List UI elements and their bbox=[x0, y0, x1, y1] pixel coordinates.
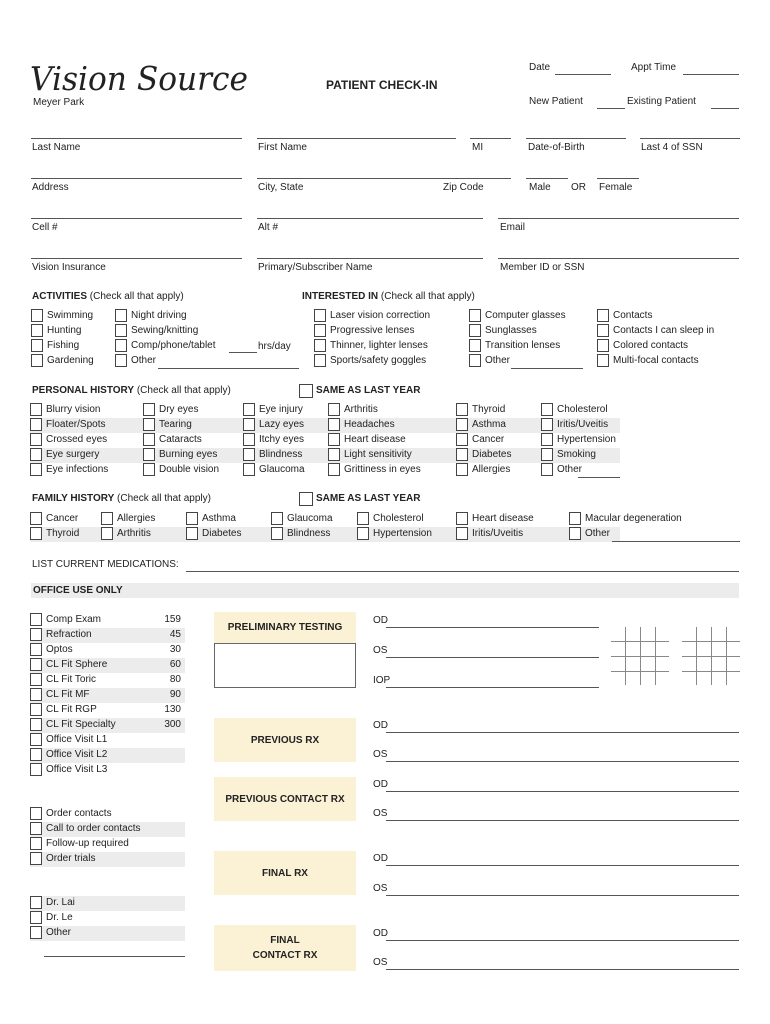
mi-label: MI bbox=[472, 142, 484, 153]
service-checkbox-comp-exam[interactable] bbox=[30, 613, 42, 626]
appt-time-label: Appt Time bbox=[631, 62, 677, 73]
family-checkbox-iritis-uveitis[interactable] bbox=[456, 527, 468, 540]
service-checkbox-office-visit-l3[interactable] bbox=[30, 763, 42, 776]
family-checkbox-diabetes[interactable] bbox=[186, 527, 198, 540]
service-checkbox-cl-fit-sphere[interactable] bbox=[30, 658, 42, 671]
personal-checkbox-eye-injury[interactable] bbox=[243, 403, 255, 416]
service-name-cl-fit-rgp: CL Fit RGP bbox=[46, 704, 97, 715]
hrs-day-label: hrs/day bbox=[258, 341, 291, 352]
personal-option-cancer: Cancer bbox=[472, 434, 505, 445]
final-rx-label: FINAL RX bbox=[214, 851, 356, 895]
personal-checkbox-iritis-uveitis[interactable] bbox=[541, 418, 553, 431]
personal-other-field[interactable] bbox=[578, 477, 620, 478]
alt-label: Alt # bbox=[258, 222, 279, 233]
first-name-label: First Name bbox=[258, 142, 307, 153]
rx-os-label: OS bbox=[373, 883, 388, 894]
personal-checkbox-diabetes[interactable] bbox=[456, 448, 468, 461]
doctor-other: Other bbox=[46, 927, 72, 938]
personal-checkbox-burning-eyes[interactable] bbox=[143, 448, 155, 461]
family-same-checkbox[interactable] bbox=[299, 492, 313, 506]
personal-checkbox-light-sensitivity[interactable] bbox=[328, 448, 340, 461]
ssn4-field[interactable] bbox=[640, 138, 740, 139]
order-order-contacts: Order contacts bbox=[46, 808, 112, 819]
service-price-cl-fit-mf: 90 bbox=[169, 689, 181, 700]
personal-checkbox-eye-surgery[interactable] bbox=[30, 448, 42, 461]
option-other: Other bbox=[131, 355, 157, 366]
family-option-other: Other bbox=[585, 528, 611, 539]
existing-patient-field[interactable] bbox=[711, 108, 739, 109]
option-thinner-lighter-lenses: Thinner, lighter lenses bbox=[330, 340, 428, 351]
previous-contact-rx-label: PREVIOUS CONTACT RX bbox=[214, 777, 356, 821]
male-field[interactable] bbox=[526, 178, 568, 179]
family-option-thyroid: Thyroid bbox=[46, 528, 80, 539]
option-computer-glasses: Computer glasses bbox=[485, 310, 566, 321]
option-multi-focal-contacts: Multi-focal contacts bbox=[613, 355, 699, 366]
personal-option-headaches: Headaches bbox=[344, 419, 395, 430]
male-label: Male bbox=[529, 182, 551, 193]
personal-checkbox-grittiness-in-eyes[interactable] bbox=[328, 463, 340, 476]
last-name-field[interactable] bbox=[31, 138, 242, 139]
final-contact-rx-line1: FINAL bbox=[270, 935, 300, 946]
subscriber-field[interactable] bbox=[257, 258, 483, 259]
rx-os-label: OS bbox=[373, 957, 388, 968]
family-option-macular-degeneration: Macular degeneration bbox=[585, 513, 682, 524]
alt-field[interactable] bbox=[257, 218, 483, 219]
personal-checkbox-eye-infections[interactable] bbox=[30, 463, 42, 476]
family-checkbox-cancer[interactable] bbox=[30, 512, 42, 525]
checkbox-other[interactable] bbox=[115, 354, 127, 367]
checkbox-colored-contacts[interactable] bbox=[597, 339, 609, 352]
date-label: Date bbox=[529, 62, 551, 73]
history-row-stripe bbox=[30, 448, 620, 463]
previous-rx-label: PREVIOUS RX bbox=[214, 718, 356, 762]
option-night-driving: Night driving bbox=[131, 310, 187, 321]
rx-iop-label: IOP bbox=[373, 675, 391, 686]
female-field[interactable] bbox=[597, 178, 639, 179]
service-checkbox-office-visit-l1[interactable] bbox=[30, 733, 42, 746]
service-price-cl-fit-rgp: 130 bbox=[164, 704, 181, 715]
option-contacts-i-can-sleep-in: Contacts I can sleep in bbox=[613, 325, 715, 336]
personal-same-label: SAME AS LAST YEAR bbox=[316, 385, 421, 396]
option-colored-contacts: Colored contacts bbox=[613, 340, 689, 351]
service-name-cl-fit-mf: CL Fit MF bbox=[46, 689, 90, 700]
service-checkbox-cl-fit-toric[interactable] bbox=[30, 673, 42, 686]
family-checkbox-glaucoma[interactable] bbox=[271, 512, 283, 525]
family-checkbox-macular-degeneration[interactable] bbox=[569, 512, 581, 525]
checkbox-transition-lenses[interactable] bbox=[469, 339, 481, 352]
service-price-cl-fit-specialty: 300 bbox=[164, 719, 181, 730]
checkbox-progressive-lenses[interactable] bbox=[314, 324, 326, 337]
family-checkbox-arthritis[interactable] bbox=[101, 527, 113, 540]
email-label: Email bbox=[500, 222, 526, 233]
service-name-cl-fit-specialty: CL Fit Specialty bbox=[46, 719, 116, 730]
checkbox-multi-focal-contacts[interactable] bbox=[597, 354, 609, 367]
doctor-dr-lai: Dr. Lai bbox=[46, 897, 75, 908]
family-checkbox-cholesterol[interactable] bbox=[357, 512, 369, 525]
service-name-optos: Optos bbox=[46, 644, 73, 655]
personal-option-arthritis: Arthritis bbox=[344, 404, 378, 415]
rx-os-label: OS bbox=[373, 749, 388, 760]
new-patient-field[interactable] bbox=[597, 108, 625, 109]
personal-checkbox-blindness[interactable] bbox=[243, 448, 255, 461]
family-option-iritis-uveitis: Iritis/Uveitis bbox=[472, 528, 524, 539]
personal-option-blurry-vision: Blurry vision bbox=[46, 404, 101, 415]
personal-option-thyroid: Thyroid bbox=[472, 404, 506, 415]
rx-os-field[interactable] bbox=[386, 657, 599, 658]
female-label: Female bbox=[599, 182, 633, 193]
option-sports-safety-goggles: Sports/safety goggles bbox=[330, 355, 427, 366]
interested-note: (Check all that apply) bbox=[378, 291, 475, 302]
vision-source-logo bbox=[28, 56, 253, 100]
family-option-arthritis: Arthritis bbox=[117, 528, 151, 539]
personal-checkbox-hypertension[interactable] bbox=[541, 433, 553, 446]
service-checkbox-cl-fit-rgp[interactable] bbox=[30, 703, 42, 716]
personal-checkbox-smoking[interactable] bbox=[541, 448, 553, 461]
doctor-checkbox-other[interactable] bbox=[30, 926, 42, 939]
personal-option-eye-infections: Eye infections bbox=[46, 464, 109, 475]
family-same-label: SAME AS LAST YEAR bbox=[316, 493, 421, 504]
dob-field[interactable] bbox=[526, 138, 626, 139]
rx-od-label: OD bbox=[373, 779, 388, 790]
preliminary-testing-box[interactable] bbox=[214, 643, 356, 688]
personal-checkbox-thyroid[interactable] bbox=[456, 403, 468, 416]
rx-iop-field[interactable] bbox=[386, 687, 599, 688]
service-price-comp-exam: 159 bbox=[164, 614, 181, 625]
checkbox-sunglasses[interactable] bbox=[469, 324, 481, 337]
personal-option-lazy-eyes: Lazy eyes bbox=[259, 419, 305, 430]
insurance-label: Vision Insurance bbox=[32, 262, 106, 273]
family-checkbox-heart-disease[interactable] bbox=[456, 512, 468, 525]
family-option-allergies: Allergies bbox=[117, 513, 156, 524]
grid-os[interactable] bbox=[682, 627, 740, 685]
service-checkbox-cl-fit-mf[interactable] bbox=[30, 688, 42, 701]
subscriber-label: Primary/Subscriber Name bbox=[258, 262, 373, 273]
service-name-cl-fit-toric: CL Fit Toric bbox=[46, 674, 97, 685]
family-checkbox-allergies[interactable] bbox=[101, 512, 113, 525]
cell-field[interactable] bbox=[31, 218, 242, 219]
rx-od-label: OD bbox=[373, 928, 388, 939]
rx-od-label: OD bbox=[373, 615, 388, 626]
city-state-zip-field[interactable] bbox=[257, 178, 511, 179]
doctor-other-field[interactable] bbox=[44, 956, 185, 957]
grid-od[interactable] bbox=[611, 627, 669, 685]
service-name-refraction: Refraction bbox=[46, 629, 92, 640]
service-name-comp-exam: Comp Exam bbox=[46, 614, 102, 625]
option-sewing-knitting: Sewing/knitting bbox=[131, 325, 199, 336]
rx-od-field[interactable] bbox=[386, 627, 599, 628]
personal-option-allergies: Allergies bbox=[472, 464, 511, 475]
personal-history-heading bbox=[32, 385, 231, 396]
checkbox-hunting[interactable] bbox=[31, 324, 43, 337]
activities-note: (Check all that apply) bbox=[87, 291, 184, 302]
city-state-label: City, State bbox=[258, 182, 304, 193]
personal-option-iritis-uveitis: Iritis/Uveitis bbox=[557, 419, 609, 430]
rx-os-field[interactable] bbox=[386, 969, 739, 970]
checkbox-contacts-i-can-sleep-in[interactable] bbox=[597, 324, 609, 337]
family-option-cholesterol: Cholesterol bbox=[373, 513, 424, 524]
personal-history-title: PERSONAL HISTORY bbox=[32, 385, 135, 396]
personal-checkbox-allergies[interactable] bbox=[456, 463, 468, 476]
personal-checkbox-cataracts[interactable] bbox=[143, 433, 155, 446]
personal-checkbox-arthritis[interactable] bbox=[328, 403, 340, 416]
order-checkbox-follow-up-required[interactable] bbox=[30, 837, 42, 850]
option-other: Other bbox=[485, 355, 511, 366]
family-option-blindness: Blindness bbox=[287, 528, 331, 539]
checkbox-sewing-knitting[interactable] bbox=[115, 324, 127, 337]
hrs-day-field[interactable] bbox=[229, 352, 257, 353]
option-transition-lenses: Transition lenses bbox=[485, 340, 561, 351]
rx-os-field[interactable] bbox=[386, 761, 739, 762]
personal-checkbox-dry-eyes[interactable] bbox=[143, 403, 155, 416]
order-checkbox-call-to-order-contacts[interactable] bbox=[30, 822, 42, 835]
personal-checkbox-double-vision[interactable] bbox=[143, 463, 155, 476]
personal-checkbox-asthma[interactable] bbox=[456, 418, 468, 431]
order-order-trials: Order trials bbox=[46, 853, 96, 864]
interested-title: INTERESTED IN bbox=[302, 291, 379, 302]
personal-checkbox-cancer[interactable] bbox=[456, 433, 468, 446]
personal-checkbox-crossed-eyes[interactable] bbox=[30, 433, 42, 446]
family-option-diabetes: Diabetes bbox=[202, 528, 242, 539]
personal-checkbox-lazy-eyes[interactable] bbox=[243, 418, 255, 431]
ssn4-label: Last 4 of SSN bbox=[641, 142, 703, 153]
personal-checkbox-tearing[interactable] bbox=[143, 418, 155, 431]
personal-checkbox-floater-spots[interactable] bbox=[30, 418, 42, 431]
family-checkbox-blindness[interactable] bbox=[271, 527, 283, 540]
option-gardening: Gardening bbox=[47, 355, 94, 366]
location-label: Meyer Park bbox=[33, 97, 85, 108]
history-row-stripe bbox=[30, 418, 620, 433]
personal-option-floater-spots: Floater/Spots bbox=[46, 419, 106, 430]
option-swimming: Swimming bbox=[47, 310, 94, 321]
new-patient-label: New Patient bbox=[529, 96, 583, 107]
interested-other-field[interactable] bbox=[511, 368, 583, 369]
personal-option-hypertension: Hypertension bbox=[557, 434, 616, 445]
personal-history-note: (Check all that apply) bbox=[134, 385, 231, 396]
service-price-optos: 30 bbox=[169, 644, 181, 655]
zip-label: Zip Code bbox=[443, 182, 484, 193]
family-checkbox-thyroid[interactable] bbox=[30, 527, 42, 540]
checkbox-contacts[interactable] bbox=[597, 309, 609, 322]
service-checkbox-office-visit-l2[interactable] bbox=[30, 748, 42, 761]
order-checkbox-order-contacts[interactable] bbox=[30, 807, 42, 820]
personal-same-checkbox[interactable] bbox=[299, 384, 313, 398]
personal-option-cholesterol: Cholesterol bbox=[557, 404, 608, 415]
service-price-refraction: 45 bbox=[169, 629, 181, 640]
mi-field[interactable] bbox=[470, 138, 511, 139]
cell-label: Cell # bbox=[32, 222, 58, 233]
personal-checkbox-blurry-vision[interactable] bbox=[30, 403, 42, 416]
insurance-field[interactable] bbox=[31, 258, 242, 259]
option-comp-phone-tablet: Comp/phone/tablet bbox=[131, 340, 216, 351]
svg-text:Vision Source: Vision Source bbox=[30, 59, 248, 98]
dob-label: Date-of-Birth bbox=[528, 142, 585, 153]
doctor-checkbox-dr-lai[interactable] bbox=[30, 896, 42, 909]
rx-od-field[interactable] bbox=[386, 940, 739, 941]
service-name-cl-fit-sphere: CL Fit Sphere bbox=[46, 659, 108, 670]
doctor-checkbox-dr-le[interactable] bbox=[30, 911, 42, 924]
first-name-field[interactable] bbox=[257, 138, 456, 139]
activities-other-field[interactable] bbox=[158, 368, 299, 369]
checkbox-swimming[interactable] bbox=[31, 309, 43, 322]
activities-title: ACTIVITIES bbox=[32, 291, 88, 302]
family-checkbox-other[interactable] bbox=[569, 527, 581, 540]
order-checkbox-order-trials[interactable] bbox=[30, 852, 42, 865]
activities-heading bbox=[32, 291, 184, 302]
personal-option-eye-injury: Eye injury bbox=[259, 404, 303, 415]
service-price-cl-fit-toric: 80 bbox=[169, 674, 181, 685]
personal-checkbox-other[interactable] bbox=[541, 463, 553, 476]
interested-heading bbox=[302, 291, 475, 302]
checkbox-fishing[interactable] bbox=[31, 339, 43, 352]
personal-option-eye-surgery: Eye surgery bbox=[46, 449, 100, 460]
appt-time-field[interactable] bbox=[683, 74, 739, 75]
family-option-heart-disease: Heart disease bbox=[472, 513, 534, 524]
personal-option-grittiness-in-eyes: Grittiness in eyes bbox=[344, 464, 421, 475]
medications-field[interactable] bbox=[186, 571, 739, 572]
personal-checkbox-itchy-eyes[interactable] bbox=[243, 433, 255, 446]
personal-option-glaucoma: Glaucoma bbox=[259, 464, 305, 475]
personal-option-crossed-eyes: Crossed eyes bbox=[46, 434, 108, 445]
service-checkbox-optos[interactable] bbox=[30, 643, 42, 656]
family-history-note: (Check all that apply) bbox=[114, 493, 211, 504]
order-follow-up-required: Follow-up required bbox=[46, 838, 129, 849]
checkbox-computer-glasses[interactable] bbox=[469, 309, 481, 322]
personal-option-dry-eyes: Dry eyes bbox=[159, 404, 199, 415]
personal-option-smoking: Smoking bbox=[557, 449, 596, 460]
family-history-title: FAMILY HISTORY bbox=[32, 493, 115, 504]
family-option-glaucoma: Glaucoma bbox=[287, 513, 333, 524]
service-checkbox-refraction[interactable] bbox=[30, 628, 42, 641]
family-other-field[interactable] bbox=[612, 541, 740, 542]
service-name-office-visit-l2: Office Visit L2 bbox=[46, 749, 108, 760]
date-field[interactable] bbox=[555, 74, 611, 75]
family-option-asthma: Asthma bbox=[202, 513, 236, 524]
medications-label: LIST CURRENT MEDICATIONS: bbox=[32, 559, 179, 570]
personal-option-asthma: Asthma bbox=[472, 419, 506, 430]
office-use-bar bbox=[31, 583, 739, 598]
address-field[interactable] bbox=[31, 178, 242, 179]
personal-option-double-vision: Double vision bbox=[159, 464, 220, 475]
option-progressive-lenses: Progressive lenses bbox=[330, 325, 415, 336]
personal-checkbox-cholesterol[interactable] bbox=[541, 403, 553, 416]
service-checkbox-cl-fit-specialty[interactable] bbox=[30, 718, 42, 731]
or-label: OR bbox=[571, 182, 586, 193]
family-checkbox-hypertension[interactable] bbox=[357, 527, 369, 540]
rx-os-field[interactable] bbox=[386, 820, 739, 821]
service-name-office-visit-l3: Office Visit L3 bbox=[46, 764, 108, 775]
option-hunting: Hunting bbox=[47, 325, 82, 336]
family-checkbox-asthma[interactable] bbox=[186, 512, 198, 525]
service-name-office-visit-l1: Office Visit L1 bbox=[46, 734, 108, 745]
option-laser-vision-correction: Laser vision correction bbox=[330, 310, 431, 321]
personal-checkbox-heart-disease[interactable] bbox=[328, 433, 340, 446]
rx-od-field[interactable] bbox=[386, 732, 739, 733]
member-id-field[interactable] bbox=[498, 258, 739, 259]
checkbox-night-driving[interactable] bbox=[115, 309, 127, 322]
personal-option-other: Other bbox=[557, 464, 583, 475]
doctor-dr-le: Dr. Le bbox=[46, 912, 73, 923]
checkbox-gardening[interactable] bbox=[31, 354, 43, 367]
family-option-cancer: Cancer bbox=[46, 513, 79, 524]
personal-option-tearing: Tearing bbox=[159, 419, 192, 430]
checkbox-comp-phone-tablet[interactable] bbox=[115, 339, 127, 352]
option-fishing: Fishing bbox=[47, 340, 80, 351]
personal-checkbox-glaucoma[interactable] bbox=[243, 463, 255, 476]
rx-od-label: OD bbox=[373, 720, 388, 731]
personal-checkbox-headaches[interactable] bbox=[328, 418, 340, 431]
rx-os-label: OS bbox=[373, 645, 388, 656]
personal-option-diabetes: Diabetes bbox=[472, 449, 512, 460]
option-contacts: Contacts bbox=[613, 310, 653, 321]
personal-option-blindness: Blindness bbox=[259, 449, 303, 460]
personal-option-itchy-eyes: Itchy eyes bbox=[259, 434, 305, 445]
order-call-to-order-contacts: Call to order contacts bbox=[46, 823, 141, 834]
checkbox-thinner-lighter-lenses[interactable] bbox=[314, 339, 326, 352]
email-field[interactable] bbox=[498, 218, 739, 219]
office-use-label: OFFICE USE ONLY bbox=[33, 585, 123, 596]
final-contact-rx-line2: CONTACT RX bbox=[252, 950, 318, 961]
member-id-label: Member ID or SSN bbox=[500, 262, 585, 273]
address-label: Address bbox=[32, 182, 69, 193]
preliminary-testing-label: PRELIMINARY TESTING bbox=[214, 612, 356, 643]
checkbox-laser-vision-correction[interactable] bbox=[314, 309, 326, 322]
family-option-hypertension: Hypertension bbox=[373, 528, 432, 539]
rx-od-label: OD bbox=[373, 853, 388, 864]
option-sunglasses: Sunglasses bbox=[485, 325, 537, 336]
existing-patient-label: Existing Patient bbox=[627, 96, 696, 107]
personal-option-light-sensitivity: Light sensitivity bbox=[344, 449, 412, 460]
checkbox-other[interactable] bbox=[469, 354, 481, 367]
personal-option-cataracts: Cataracts bbox=[159, 434, 202, 445]
family-history-heading bbox=[32, 493, 211, 504]
rx-od-field[interactable] bbox=[386, 865, 739, 866]
last-name-label: Last Name bbox=[32, 142, 81, 153]
personal-option-heart-disease: Heart disease bbox=[344, 434, 406, 445]
page-title: PATIENT CHECK-IN bbox=[326, 78, 438, 92]
rx-os-field[interactable] bbox=[386, 895, 739, 896]
rx-os-label: OS bbox=[373, 808, 388, 819]
final-contact-rx-label bbox=[214, 925, 356, 971]
service-price-cl-fit-sphere: 60 bbox=[169, 659, 181, 670]
rx-od-field[interactable] bbox=[386, 791, 739, 792]
personal-option-burning-eyes: Burning eyes bbox=[159, 449, 218, 460]
checkbox-sports-safety-goggles[interactable] bbox=[314, 354, 326, 367]
